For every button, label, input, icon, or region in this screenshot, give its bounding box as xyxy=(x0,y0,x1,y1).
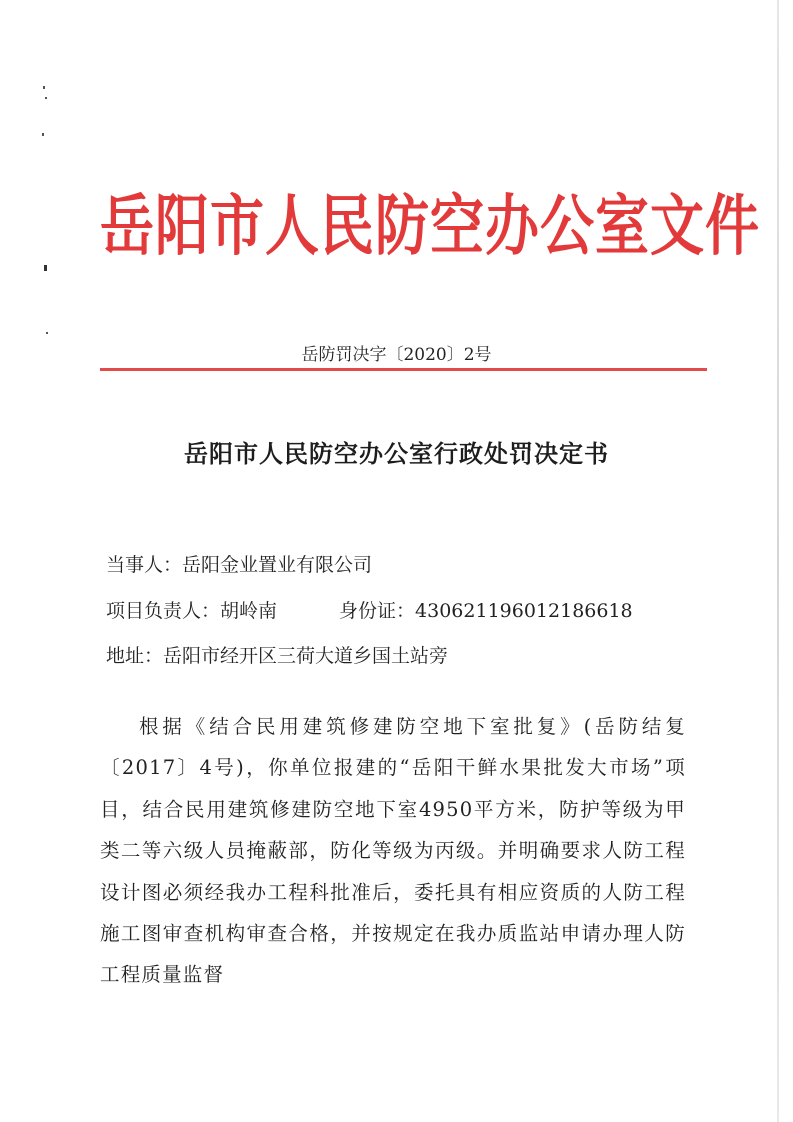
scan-edge-line xyxy=(777,0,779,1122)
scan-speck-1 xyxy=(43,86,45,89)
project-lead-label: 项目负责人： xyxy=(106,600,221,622)
address-line xyxy=(106,641,448,668)
document-title: 岳阳市人民防空办公室行政处罚决定书 xyxy=(184,440,609,468)
scan-speck-4 xyxy=(44,265,47,271)
project-lead-name: 胡岭南 xyxy=(220,600,278,622)
scan-speck-2 xyxy=(45,97,47,99)
issuer-header: 岳阳市人民防空办公室文件 xyxy=(100,187,760,265)
document-number: 岳防罚决字〔2020〕2号 xyxy=(301,345,492,365)
party-name: 岳阳金业置业有限公司 xyxy=(182,554,373,576)
party-label: 当事人： xyxy=(106,554,183,576)
scan-speck-3 xyxy=(42,133,44,136)
red-divider-line xyxy=(100,368,707,371)
party-line xyxy=(106,550,372,577)
address-label: 地址： xyxy=(106,645,164,667)
project-lead-line xyxy=(106,596,633,623)
address-value: 岳阳市经开区三荷大道乡国土站旁 xyxy=(163,645,449,667)
id-number: 430621196012186618 xyxy=(415,600,633,622)
scan-speck-5 xyxy=(46,332,48,334)
body-paragraph: 根据《结合民用建筑修建防空地下室批复》(岳防结复〔2017〕4号)，你单位报建的“岳阳干鲜水果批发大市场”项目，结合民用建筑修建防空地下室4950平方米，防护等级为甲类二等六级人员掩蔽部，防化等级为丙级。并明确要求人防工程设计图必须经我办工程科批准后，委托具有相应资质的人防工程施工图审查机构审查合格，并按规定在我办质监站申请办理人防工程质量监督 xyxy=(100,715,686,987)
id-label: 身份证： xyxy=(339,600,416,622)
